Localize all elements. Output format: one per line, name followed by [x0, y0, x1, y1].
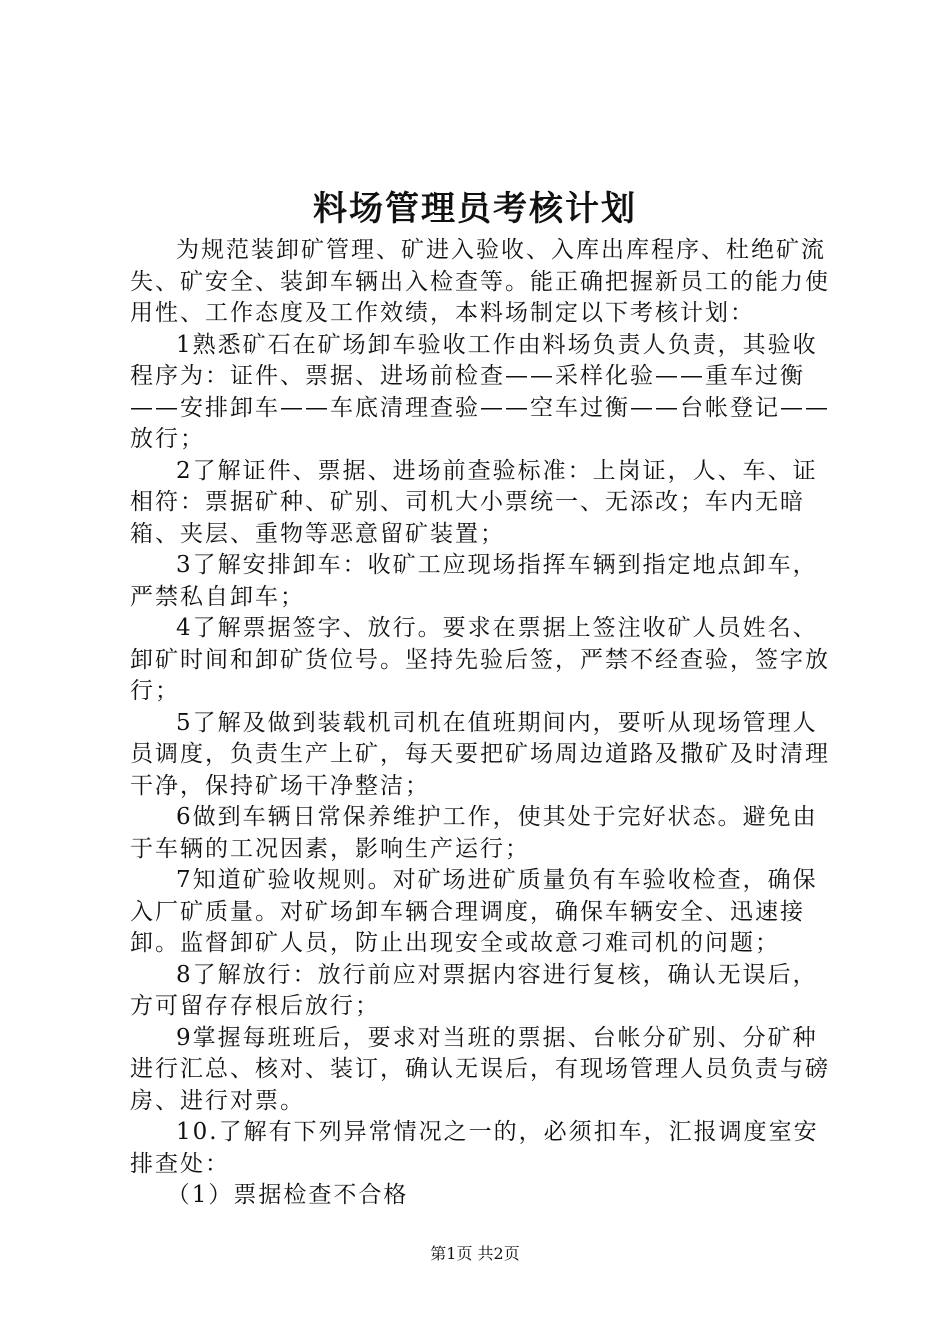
item-6-paragraph: 6做到车辆日常保养维护工作，使其处于完好状态。避免由于车辆的工况因素，影响生产运行； — [130, 804, 818, 862]
item-3-paragraph: 3了解安排卸车：收矿工应现场指挥车辆到指定地点卸车，严禁私自卸车； — [130, 552, 818, 610]
item-9-paragraph: 9掌握每班班后，要求对当班的票据、台帐分矿别、分矿种进行汇总、核对、装订，确认无误后，有现场管理人员负责与磅房、进行对票。 — [130, 1024, 830, 1114]
item-2-paragraph: 2了解证件、票据、进场前查验标准：上岗证，人、车、证相符：票据矿种、矿别、司机大小票统一、无添改；车内无暗箱、夹层、重物等恶意留矿装置； — [130, 457, 818, 547]
item-8-paragraph: 8了解放行：放行前应对票据内容进行复核，确认无误后，方可留存存根后放行； — [130, 961, 818, 1019]
intro-paragraph: 为规范装卸矿管理、矿进入验收、入库出库程序、杜绝矿流失、矿安全、装卸车辆出入检查等。能正确把握新员工的能力使用性、工作态度及工作效绩，本料场制定以下考核计划： — [130, 237, 830, 326]
document-body — [130, 235, 836, 1212]
page-number-footer: 第1页 共2页 — [430, 1244, 520, 1263]
item-7-paragraph: 7知道矿验收规则。对矿场进矿质量负有车验收检查，确保入厂矿质量。对矿场卸车辆合理调度，确保车辆安全、迅速接卸。监督卸矿人员，防止出现安全或故意刁难司机的问题； — [130, 867, 818, 956]
sub-item-1-paragraph: （1）票据检查不合格 — [166, 1182, 409, 1208]
item-5-paragraph: 5了解及做到装载机司机在值班期间内，要听从现场管理人员调度，负责生产上矿，每天要把矿场周边道路及撒矿及时清理干净，保持矿场干净整洁； — [130, 709, 830, 799]
document-title: 料场管理员考核计划 — [313, 189, 637, 229]
item-1-paragraph: 1熟悉矿石在矿场卸车验收工作由料场负责人负责，其验收程序为：证件、票据、进场前检查——采样化验——重车过衡——安排卸车——车底清理查验——空车过衡——台帐登记——放行； — [130, 331, 830, 452]
item-4-paragraph: 4了解票据签字、放行。要求在票据上签注收矿人员姓名、卸矿时间和卸矿货位号。坚持先验后签，严禁不经查验，签字放行； — [130, 615, 830, 704]
item-10-paragraph: 10.了解有下列异常情况之一的，必须扣车，汇报调度室安排查处： — [130, 1119, 819, 1177]
